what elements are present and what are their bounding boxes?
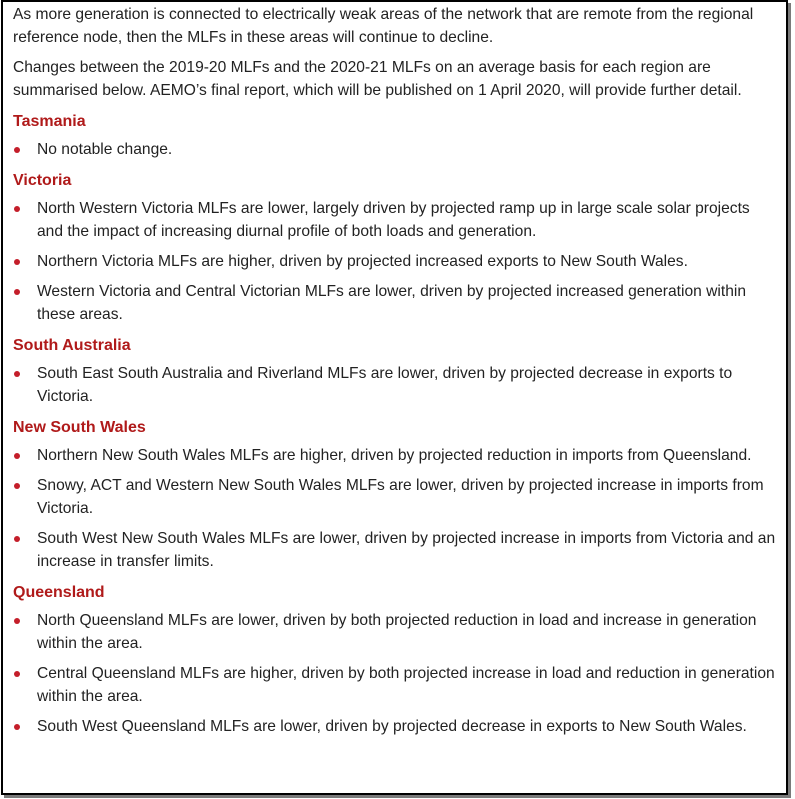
list-item-text: Northern New South Wales MLFs are higher, driven by projected reduction in imports from Queensland. [37,447,752,464]
section-tasmania [13,111,780,161]
bullet-icon [14,289,20,295]
list-item [13,444,780,467]
list-item [13,662,780,708]
bullet-icon [14,206,20,212]
list-item-text: South West Queensland MLFs are lower, driven by projected decrease in exports to New South Wales. [37,718,747,735]
section-queensland [13,582,780,738]
bullet-icon [14,724,20,730]
list-item [13,715,780,738]
list-item-text: No notable change. [37,141,173,158]
list-item [13,362,780,408]
list-item [13,474,780,520]
list-item [13,138,780,161]
bullet-list [13,362,780,408]
intro-paragraph-1: As more generation is connected to electrically weak areas of the network that are remote from the regional reference node, then the MLFs in these areas will continue to decline. [13,6,754,46]
bullet-list [13,197,780,326]
list-item [13,197,780,243]
bullet-list [13,444,780,573]
list-item-text: Northern Victoria MLFs are higher, driven by projected increased exports to New South Wales. [37,253,688,270]
bullet-icon [14,259,20,265]
bullet-icon [14,147,20,153]
section-heading: South Australia [13,337,131,354]
list-item-text: North Queensland MLFs are lower, driven by both projected reduction in load and increase in generation within the area. [37,612,757,652]
list-item-text: Western Victoria and Central Victorian MLFs are lower, driven by projected increased generation within these areas. [37,283,747,323]
section-heading: New South Wales [13,419,146,436]
list-item [13,250,780,273]
section-heading: Victoria [13,172,72,189]
bullet-icon [14,536,20,542]
document-frame [1,0,788,795]
bullet-icon [14,453,20,459]
intro-paragraph-2: Changes between the 2019-20 MLFs and the 2020-21 MLFs on an average basis for each region are summarised below. AEMO’s final report, which will be published on 1 April 2020, will provide further detail. [13,59,742,99]
list-item [13,609,780,655]
bullet-list [13,138,780,161]
section-new-south-wales [13,417,780,573]
list-item-text: Central Queensland MLFs are higher, driven by both projected increase in load and reduction in generation within the area. [37,665,775,705]
bullet-icon [14,671,20,677]
bullet-icon [14,483,20,489]
list-item-text: Snowy, ACT and Western New South Wales MLFs are lower, driven by projected increase in imports from Victoria. [37,477,764,517]
document-body [13,3,780,745]
section-heading: Queensland [13,584,105,601]
section-heading: Tasmania [13,113,86,130]
list-item [13,527,780,573]
bullet-list [13,609,780,738]
bullet-icon [14,618,20,624]
list-item-text: North Western Victoria MLFs are lower, largely driven by projected ramp up in large scale solar projects and the impact of increasing diurnal profile of both loads and generation. [37,200,750,240]
list-item [13,280,780,326]
list-item-text: South East South Australia and Riverland MLFs are lower, driven by projected decrease in exports to Victoria. [37,365,733,405]
section-south-australia [13,335,780,408]
section-victoria [13,170,780,326]
list-item-text: South West New South Wales MLFs are lower, driven by projected increase in imports from Victoria and an increase in transfer limits. [37,530,776,570]
bullet-icon [14,371,20,377]
